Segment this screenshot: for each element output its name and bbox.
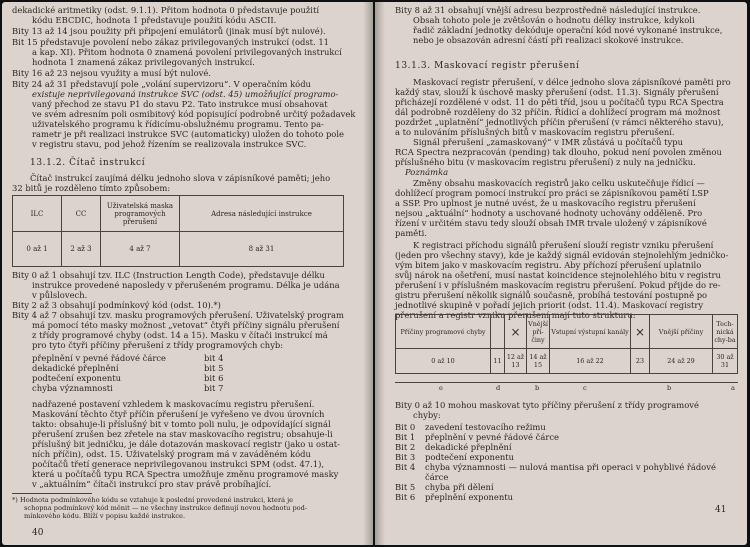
table-header-row: [396, 315, 738, 349]
text-line: gistru přerušení několik signálů současně, probíhá testování postupně po: [395, 290, 708, 300]
list-item-label: zavedení testovacího režimu: [425, 422, 546, 432]
text-line: v půlslovech.: [32, 290, 88, 300]
list-item-bit: Bit 5: [395, 482, 416, 492]
cross-mark: ×: [505, 315, 527, 349]
table-cell: 0 až 1: [13, 232, 62, 267]
text-line: Bity 0 až 10 mohou maskovat tyto příčiny přerušení z třídy programové: [395, 400, 699, 410]
text-line: Maskování těchto čtyř příčin přerušení je vyřešeno ve dvou úrovních: [32, 409, 325, 419]
table-header-cell: Uživatelská maska programových přerušení: [101, 196, 180, 232]
table-header-cell: ILC: [13, 196, 62, 232]
table-cell: 12 až 13: [505, 349, 527, 374]
table-header-cell: Adresa následující instrukce: [180, 196, 344, 232]
table-cell: 2 až 3: [62, 232, 101, 267]
text-line: dekadické aritmetiky (odst. 9.1.1). Přitom hodnota 0 představuje použití: [12, 5, 320, 15]
text-line: příslušný bit jedničku, je dále dotazován maskovací registr (jako u ostat-: [32, 439, 340, 449]
note-line: řízení v určitém stavu tedy slouží obsah IMR trvale uložený v zápisníkové: [395, 218, 707, 228]
group-label: a: [731, 384, 735, 392]
note-line: Změny obsahu maskovacích registrů jako celku uskutečňuje řídicí —: [413, 178, 705, 188]
text-line: v registru stavu, pod jehož řízením se realizovala instrukce SVC.: [32, 139, 307, 149]
text-line: Bity 13 až 14 jsou použity při připojení emulátorů (jinak musí být nulové).: [12, 26, 326, 36]
text-line: rametr je při realizaci instrukce SVC (automaticky) uložen do tohoto pole: [32, 129, 344, 139]
text-line: Maskovací registr přerušení, v délce jednoho slova zápisníkové paměti pro: [413, 77, 731, 87]
text-line: instrukce provedené naposledy v přerušeném programu. Délka je udána: [32, 280, 340, 290]
text-line: přicházejí rozdělené v odst. 11 do pěti tříd, jsou u počítačů typu RCA Spectra: [395, 97, 724, 107]
text-line: každý stav, slouží k úschově masky přerušení (odst. 11.3). Signály přerušení: [395, 87, 719, 97]
text-line: (jeden pro všechny stavy), kde je každý signál evidován stejnolehlým jedničko-: [395, 250, 729, 260]
text-line: Bity 8 až 31 obsahují vnější adresu bezprostředně následující instrukce.: [395, 5, 701, 15]
text-line: ve svém adresním poli osmibitový kód popisující podrobně určitý požadavek: [32, 109, 356, 119]
text-line: řadič základní jednotky dekóduje operační kód nové vykonané instrukce,: [413, 25, 723, 35]
table-header-row: [13, 196, 344, 232]
list-item-bit: bit 4: [204, 353, 224, 363]
list-item-bit: Bit 4: [395, 462, 416, 472]
text-line: vým bitem jako v maskovacím registru. Aby příchozí přerušení uplatnilo: [395, 260, 702, 270]
list-item-bit: Bit 2: [395, 442, 416, 452]
page-number: 41: [715, 505, 727, 515]
text-line: svůj nárok na ošetření, musí nastat koincidence stejnolehlého bitu v registru: [395, 270, 721, 280]
text-line: vaný přechod ze stavu P1 do stavu P2. Tato instrukce musí obsahovat: [32, 99, 328, 109]
text-line: jednotlivé skupině v pořadí jejich priorit (odst. 11.4). Maskovací registry: [395, 300, 704, 310]
text-line: počítačů třetí generace neprivilegovanou instrukci SPM (odst. 47.1),: [32, 459, 325, 469]
text-line: Bity 16 až 23 nejsou využity a musí být nulové.: [12, 68, 211, 78]
table-header-cell: CC: [62, 196, 101, 232]
section-heading: 13.1.2. Čítač instrukcí: [30, 158, 146, 168]
table-header-cell: Vstupní výstupní kanály: [550, 315, 631, 349]
table-cell: 11: [491, 349, 505, 374]
group-label: c: [583, 384, 587, 392]
table-row: [13, 232, 344, 267]
list-item-bit: Bit 1: [395, 432, 416, 442]
list-item-bit: bit 6: [204, 373, 224, 383]
page-number: 40: [32, 528, 44, 538]
text-line: Obsah tohoto pole je zvětšován o hodnotu délky instrukce, kdykoli: [413, 15, 695, 25]
footnote-line: *) Hodnota podmínkového kódu se vztahuje k poslední provedené instrukci, která je: [12, 496, 294, 504]
text-line: Bity 0 až 1 obsahují tzv. ILC (Instruction Length Code), představuje délku: [12, 270, 325, 280]
note-line: paměti.: [395, 228, 427, 238]
text-line: přerušení zrušen bez zřetele na stav maskovacího registru; obsahuje-li: [32, 429, 333, 439]
list-item-label: přeplnění exponentu: [425, 492, 514, 502]
text-line: přerušení a registr vzniku přerušení mají tuto strukturu:: [395, 310, 636, 320]
list-item-label: čárce: [425, 472, 449, 482]
table-cell: 16 až 22: [550, 349, 631, 374]
group-label: b: [535, 384, 540, 392]
list-item-label: chyba významnosti: [32, 383, 113, 393]
footnote-line: schopna podmínkový kód měnit — ne všechny instrukce definují novou hodnotu pod-: [24, 504, 308, 512]
group-label: e: [439, 384, 443, 392]
list-item-bit: Bit 6: [395, 492, 416, 502]
text-line: existuje neprivilegovaná instrukce SVC (odst. 45) umožňující programo-: [32, 89, 339, 99]
table-header-cell: Vnější příčiny: [650, 315, 713, 349]
table-cell: 23: [631, 349, 650, 374]
table-header-cell: Tech-nická chy-ba: [713, 315, 738, 349]
text-line: Signál přerušení „zamaskovaný“ v IMR zůstává u počítačů typu: [413, 137, 683, 147]
text-line: která u počítačů typu RCA Spectra umožňuje změnu programové masky: [32, 469, 339, 479]
text-line: nebo je obsazován adresní částí při realizaci skokové instrukce.: [413, 35, 684, 45]
list-item-label: přeplnění v pevné řádové čárce: [32, 353, 166, 363]
text-line: Bity 24 až 31 představují pole „volání supervizoru“. V operačním kódu: [12, 79, 311, 89]
text-line: pro tyto čtyři příčiny přerušení z třídy programových chyb:: [32, 340, 284, 350]
text-line: a kap. XI). Přitom hodnota 0 znamená povolení privilegovaných instrukcí: [32, 47, 342, 57]
note-line: nejsou „aktuální“ hodnoty a uschované hodnoty uchovány odděleně. Pro: [395, 208, 703, 218]
interrupt-register-table: [395, 314, 738, 374]
text-line: hodnota 1 znamená zákaz privilegovaných instrukcí.: [32, 57, 255, 67]
table-cell: 4 až 7: [101, 232, 180, 267]
list-item-label: dekadické přeplnění: [32, 363, 119, 373]
left-page-gutter: [363, 2, 373, 545]
text-line: Bity 2 až 3 obsahují podmínkový kód (odst. 10).*): [12, 300, 221, 310]
list-item-label: přeplnění v pevné řádové čárce: [425, 432, 559, 442]
list-item-bit: Bit 0: [395, 422, 416, 432]
list-item-label: podtečení exponentu: [425, 452, 515, 462]
note-line: a SSP. Pro uplnost je nutné uvést, že u maskovacího registru přerušení: [395, 198, 696, 208]
group-bracket-line: [395, 382, 738, 383]
list-item-label: dekadické přeplnění: [425, 442, 512, 452]
note-heading: Poznámka: [405, 167, 449, 177]
list-item-bit: bit 5: [204, 363, 224, 373]
note-line: dohlížecí program pomocí instrukcí pro práci se zápisníkovou pamětí LSP: [395, 188, 709, 198]
text-line: nadřazené postavení vzhledem k maskovacímu registru přerušení.: [32, 399, 315, 409]
text-line: Bity 4 až 7 obsahují tzv. masku programových přerušení. Uživatelský program: [12, 310, 344, 320]
right-page: [375, 2, 747, 545]
right-page-gutter: [375, 2, 385, 545]
list-item-label: podtečení exponentu: [32, 373, 122, 383]
text-line: chyby:: [413, 410, 441, 420]
text-line: dál podrobně rozděleny do 32 příčin. Řídicí a dohlížecí program má možnost: [395, 107, 721, 117]
table-cell: 0 až 10: [396, 349, 491, 374]
text-line: RCA Spectra nezpracován (pending) tak dlouho, pokud není povolen změnou: [395, 147, 722, 157]
table-row: [396, 349, 738, 374]
group-label: b: [667, 384, 672, 392]
table-cell: 30 až 31: [713, 349, 738, 374]
group-label: d: [496, 384, 501, 392]
text-line: přerušení i v příslušném maskovacím registru přerušení. Pokud přijde do re-: [395, 280, 721, 290]
text-line: pozdržet „uplatnění“ jednotlivých příčin přerušení (v rámci některého stavu),: [395, 117, 724, 127]
footnote-rule: [12, 493, 92, 494]
footnote-line: mínkového kódu. Blíží v popisu každé instrukce.: [24, 512, 186, 520]
text-line: takto: obsahuje-li příslušný bit v tomto poli nulu, je odpovídající signál: [32, 419, 331, 429]
text-line: z třídy programové chyby (odst. 14 a 15). Masku v čítači instrukcí má: [32, 330, 328, 340]
table-header-cell: Příčiny programové chyby: [396, 315, 491, 349]
table-header-cell: Vnější pří-činy: [527, 315, 550, 349]
table-cell: 14 až 15: [527, 349, 550, 374]
table-header-cell: [491, 315, 505, 349]
text-line: uživatelského programu k řídicímu-obslužnému programu. Tento pa-: [32, 119, 324, 129]
list-item-label: chyba při dělení: [425, 482, 494, 492]
instruction-counter-table: [12, 195, 344, 267]
cross-mark: ×: [631, 315, 650, 349]
list-item-bit: Bit 3: [395, 452, 416, 462]
text-line: 32 bitů je rozděleno tímto způsobem:: [12, 183, 171, 193]
text-line: a to nulováním příslušných bitů v maskovacím registru přerušení.: [395, 127, 675, 137]
left-page: [2, 2, 373, 545]
list-item-bit: bit 7: [204, 383, 224, 393]
section-heading: 13.1.3. Maskovací registr přerušení: [395, 61, 580, 71]
text-line: K registraci příchodu signálů přerušení slouží registr vzniku přerušení: [413, 240, 714, 250]
text-line: příslušného bitu (v maskovacím registru přerušení) z nuly na jedničku.: [395, 157, 696, 167]
table-cell: 24 až 29: [650, 349, 713, 374]
text-line: ních příčin), odst. 15. Uživatelský program má v zaváděném kódu: [32, 449, 311, 459]
text-line: Bit 15 představuje povolení nebo zákaz privilegovaných instrukcí (odst. 11: [12, 37, 330, 47]
text-line: kódu EBCDIC, hodnota 1 představuje použití kódu ASCII.: [32, 15, 277, 25]
text-line: Čítač instrukcí zaujímá délku jednoho slova v zápisníkové paměti; jeho: [30, 173, 331, 183]
text-line: v „aktuálním“ čítači instrukcí pro stav právě probíhající.: [32, 479, 272, 489]
list-item-label: chyba významnosti — nulová mantisa při operaci v pohyblivé řádové: [425, 462, 716, 472]
table-cell: 8 až 31: [180, 232, 344, 267]
text-line: má pomocí této masky možnost „vetovat“ čtyři příčiny signálu přerušení: [32, 320, 340, 330]
